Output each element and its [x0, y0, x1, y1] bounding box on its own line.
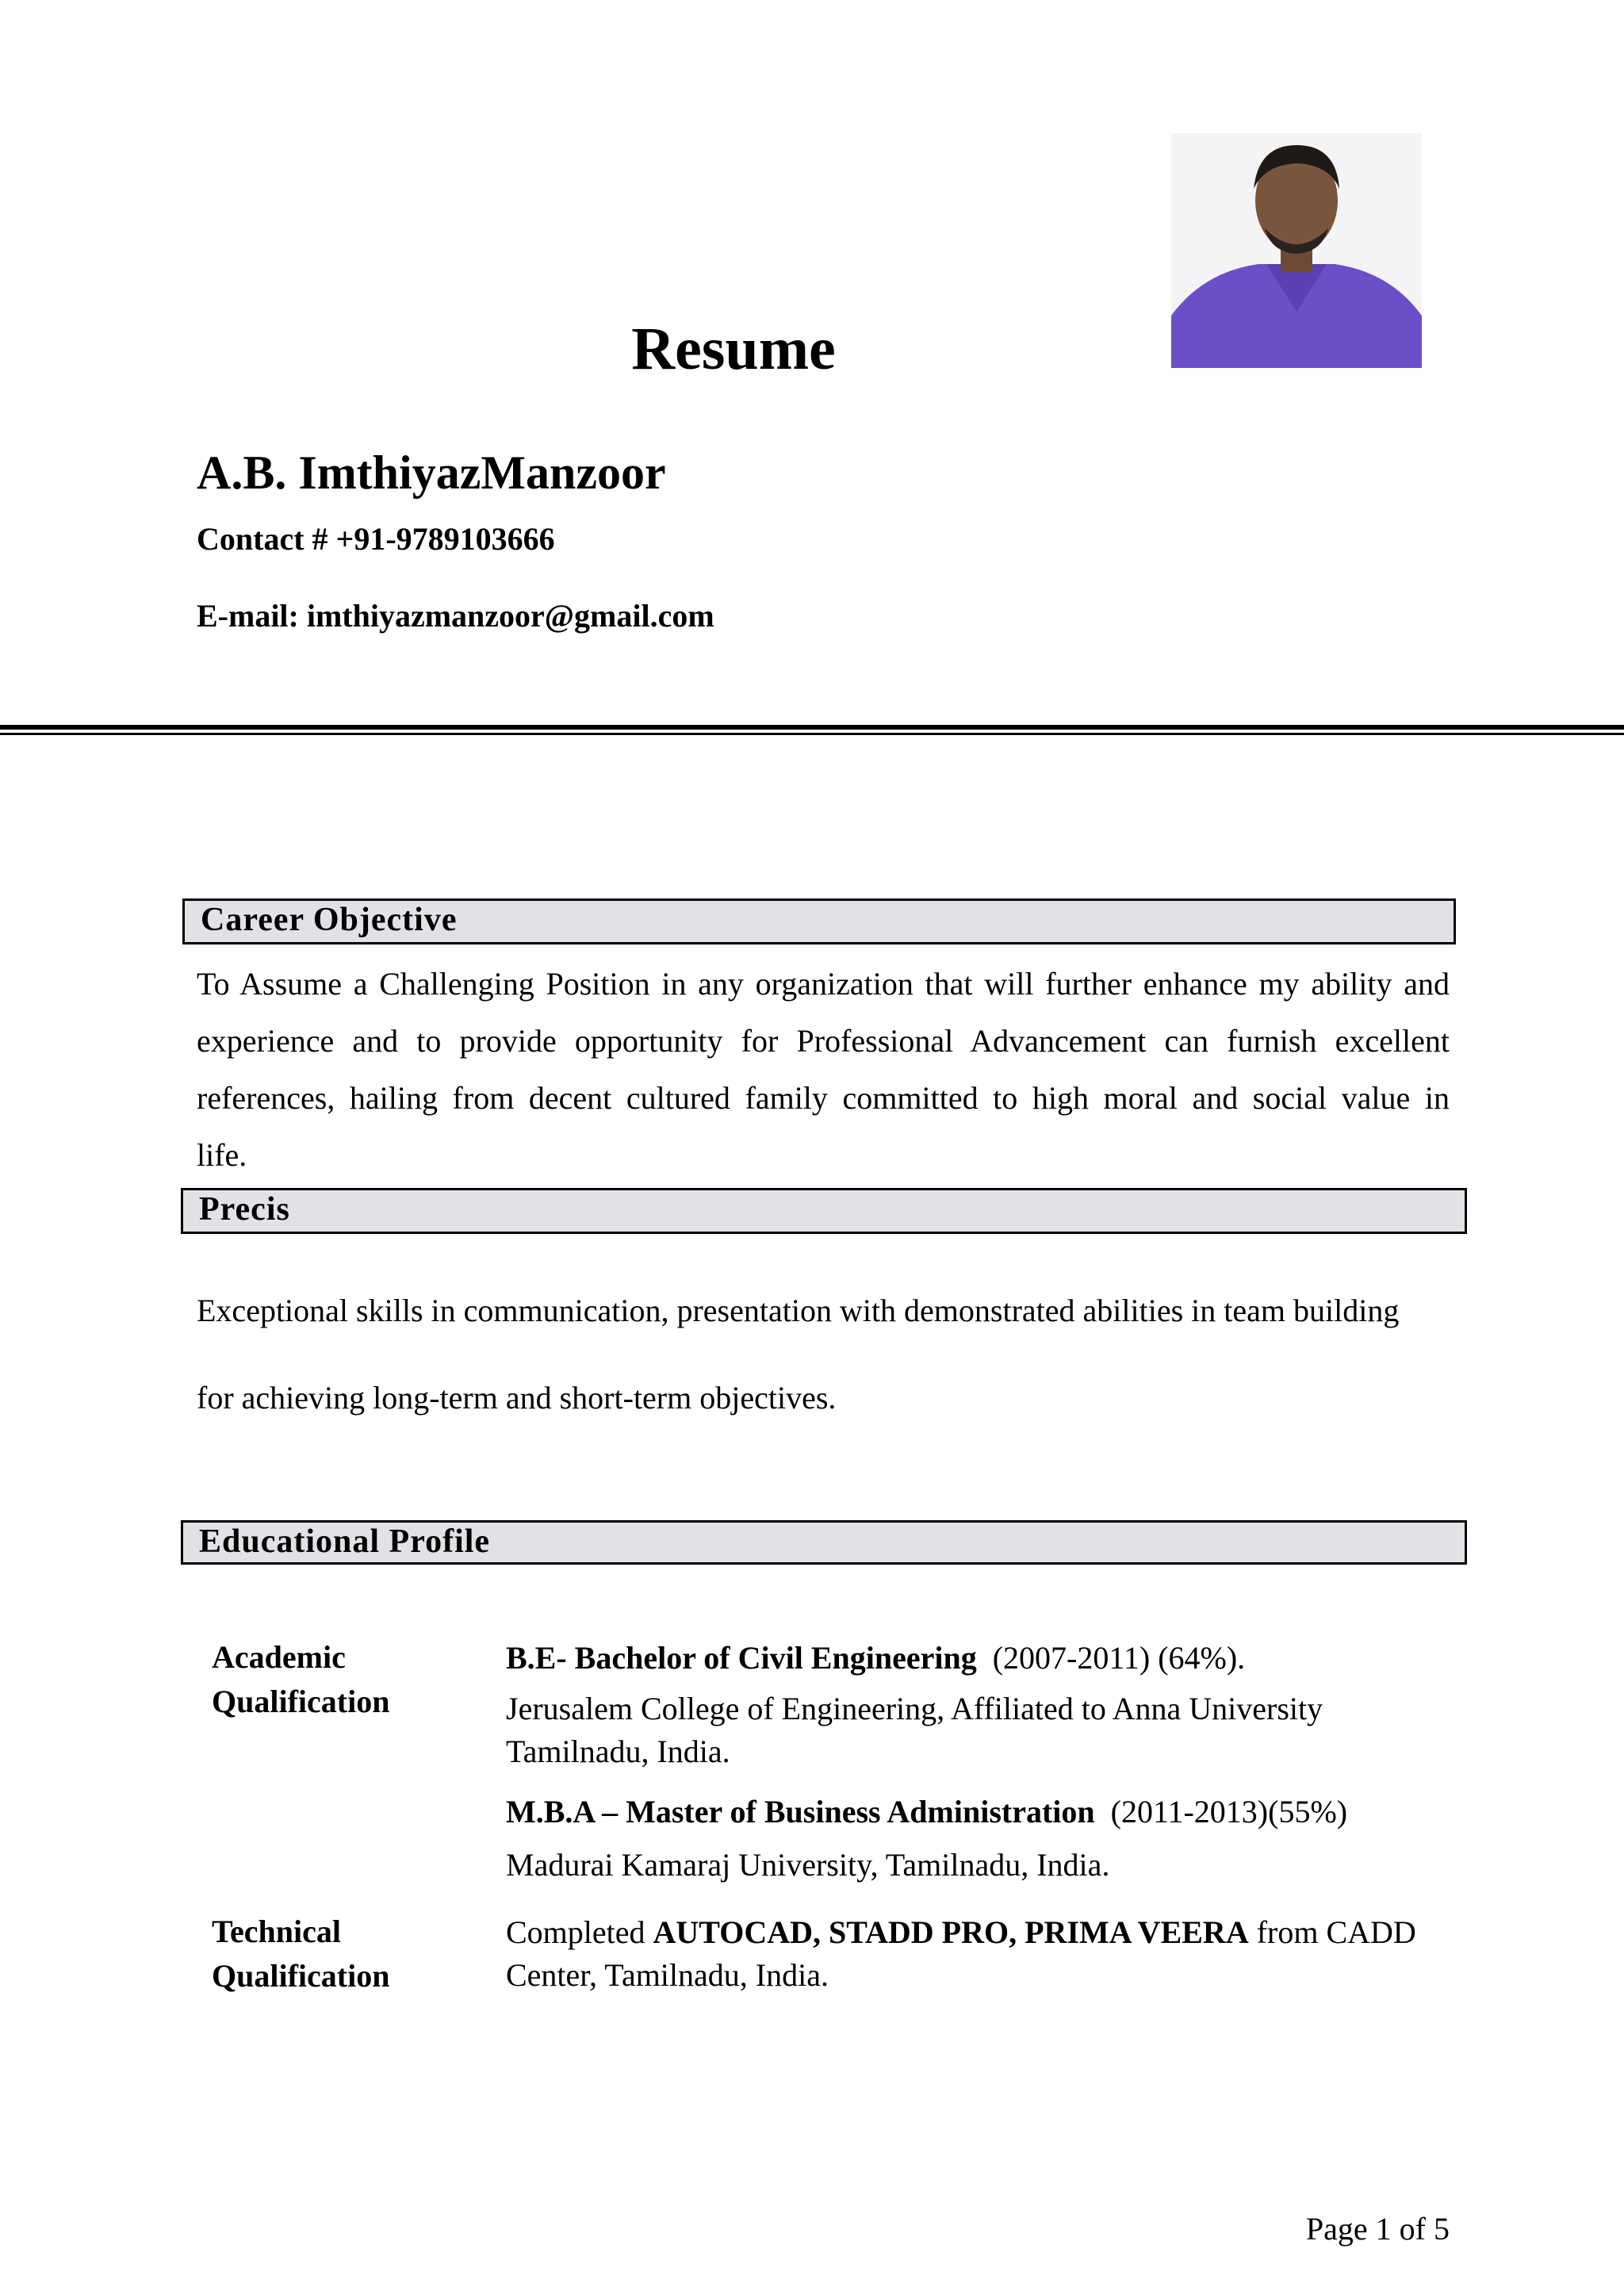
technical-label-line-1: Technical — [212, 1914, 341, 1949]
contact-number: Contact # +91-9789103666 — [197, 521, 555, 557]
precis-text-line-1: Exceptional skills in communication, presentation with demonstrated abilities in team building — [197, 1293, 1400, 1328]
academic-label-line-1: Academic — [212, 1639, 346, 1675]
technical-qualification-text — [506, 1911, 1418, 1997]
tech-suffix: from CADD Center, Tamilnadu, India. — [506, 1914, 1416, 1993]
be-college: Jerusalem College of Engineering, Affiliated to Anna University Tamilnadu, India. — [506, 1691, 1323, 1769]
be-degree-detail: (2007-2011) (64%). — [992, 1640, 1246, 1676]
academic-label-line-2: Qualification — [212, 1684, 390, 1719]
precis-text-line-2: for achieving long-term and short-term objectives. — [197, 1380, 837, 1416]
mba-degree-title: M.B.A – Master of Business Administration — [506, 1794, 1095, 1829]
technical-label-line-2: Qualification — [212, 1958, 390, 1994]
section-career-objective: Career Objective — [182, 898, 1456, 944]
mba-college: Madurai Kamaraj University, Tamilnadu, India. — [506, 1847, 1110, 1883]
career-objective-text: To Assume a Challenging Position in any organization that will further enhance my ability and experience and to provide opportunity for Professional Advancement can furnish excellent references, hailing from decent cultured family committed to high moral and social value in life. — [197, 966, 1450, 1173]
tech-courses: AUTOCAD, STADD PRO, PRIMA VEERA — [653, 1914, 1249, 1950]
section-precis: Precis — [181, 1188, 1467, 1234]
header-divider-thick — [0, 725, 1624, 730]
technical-qualification-label — [212, 1910, 389, 1998]
academic-qualification-label — [212, 1635, 389, 1724]
header-divider-thin — [0, 733, 1624, 735]
page-number: Page 1 of 5 — [1305, 2211, 1450, 2247]
tech-prefix: Completed — [506, 1914, 645, 1950]
page-title: Resume — [631, 316, 836, 382]
section-educational-profile: Educational Profile — [181, 1520, 1467, 1565]
be-degree-title: B.E- Bachelor of Civil Engineering — [506, 1640, 977, 1676]
be-degree — [506, 1637, 1245, 1680]
mba-degree — [506, 1791, 1347, 1833]
candidate-name: A.B. ImthiyazManzoor — [197, 446, 666, 499]
mba-degree-detail: (2011-2013)(55%) — [1110, 1794, 1348, 1829]
email-address: E-mail: imthiyazmanzoor@gmail.com — [197, 598, 714, 634]
